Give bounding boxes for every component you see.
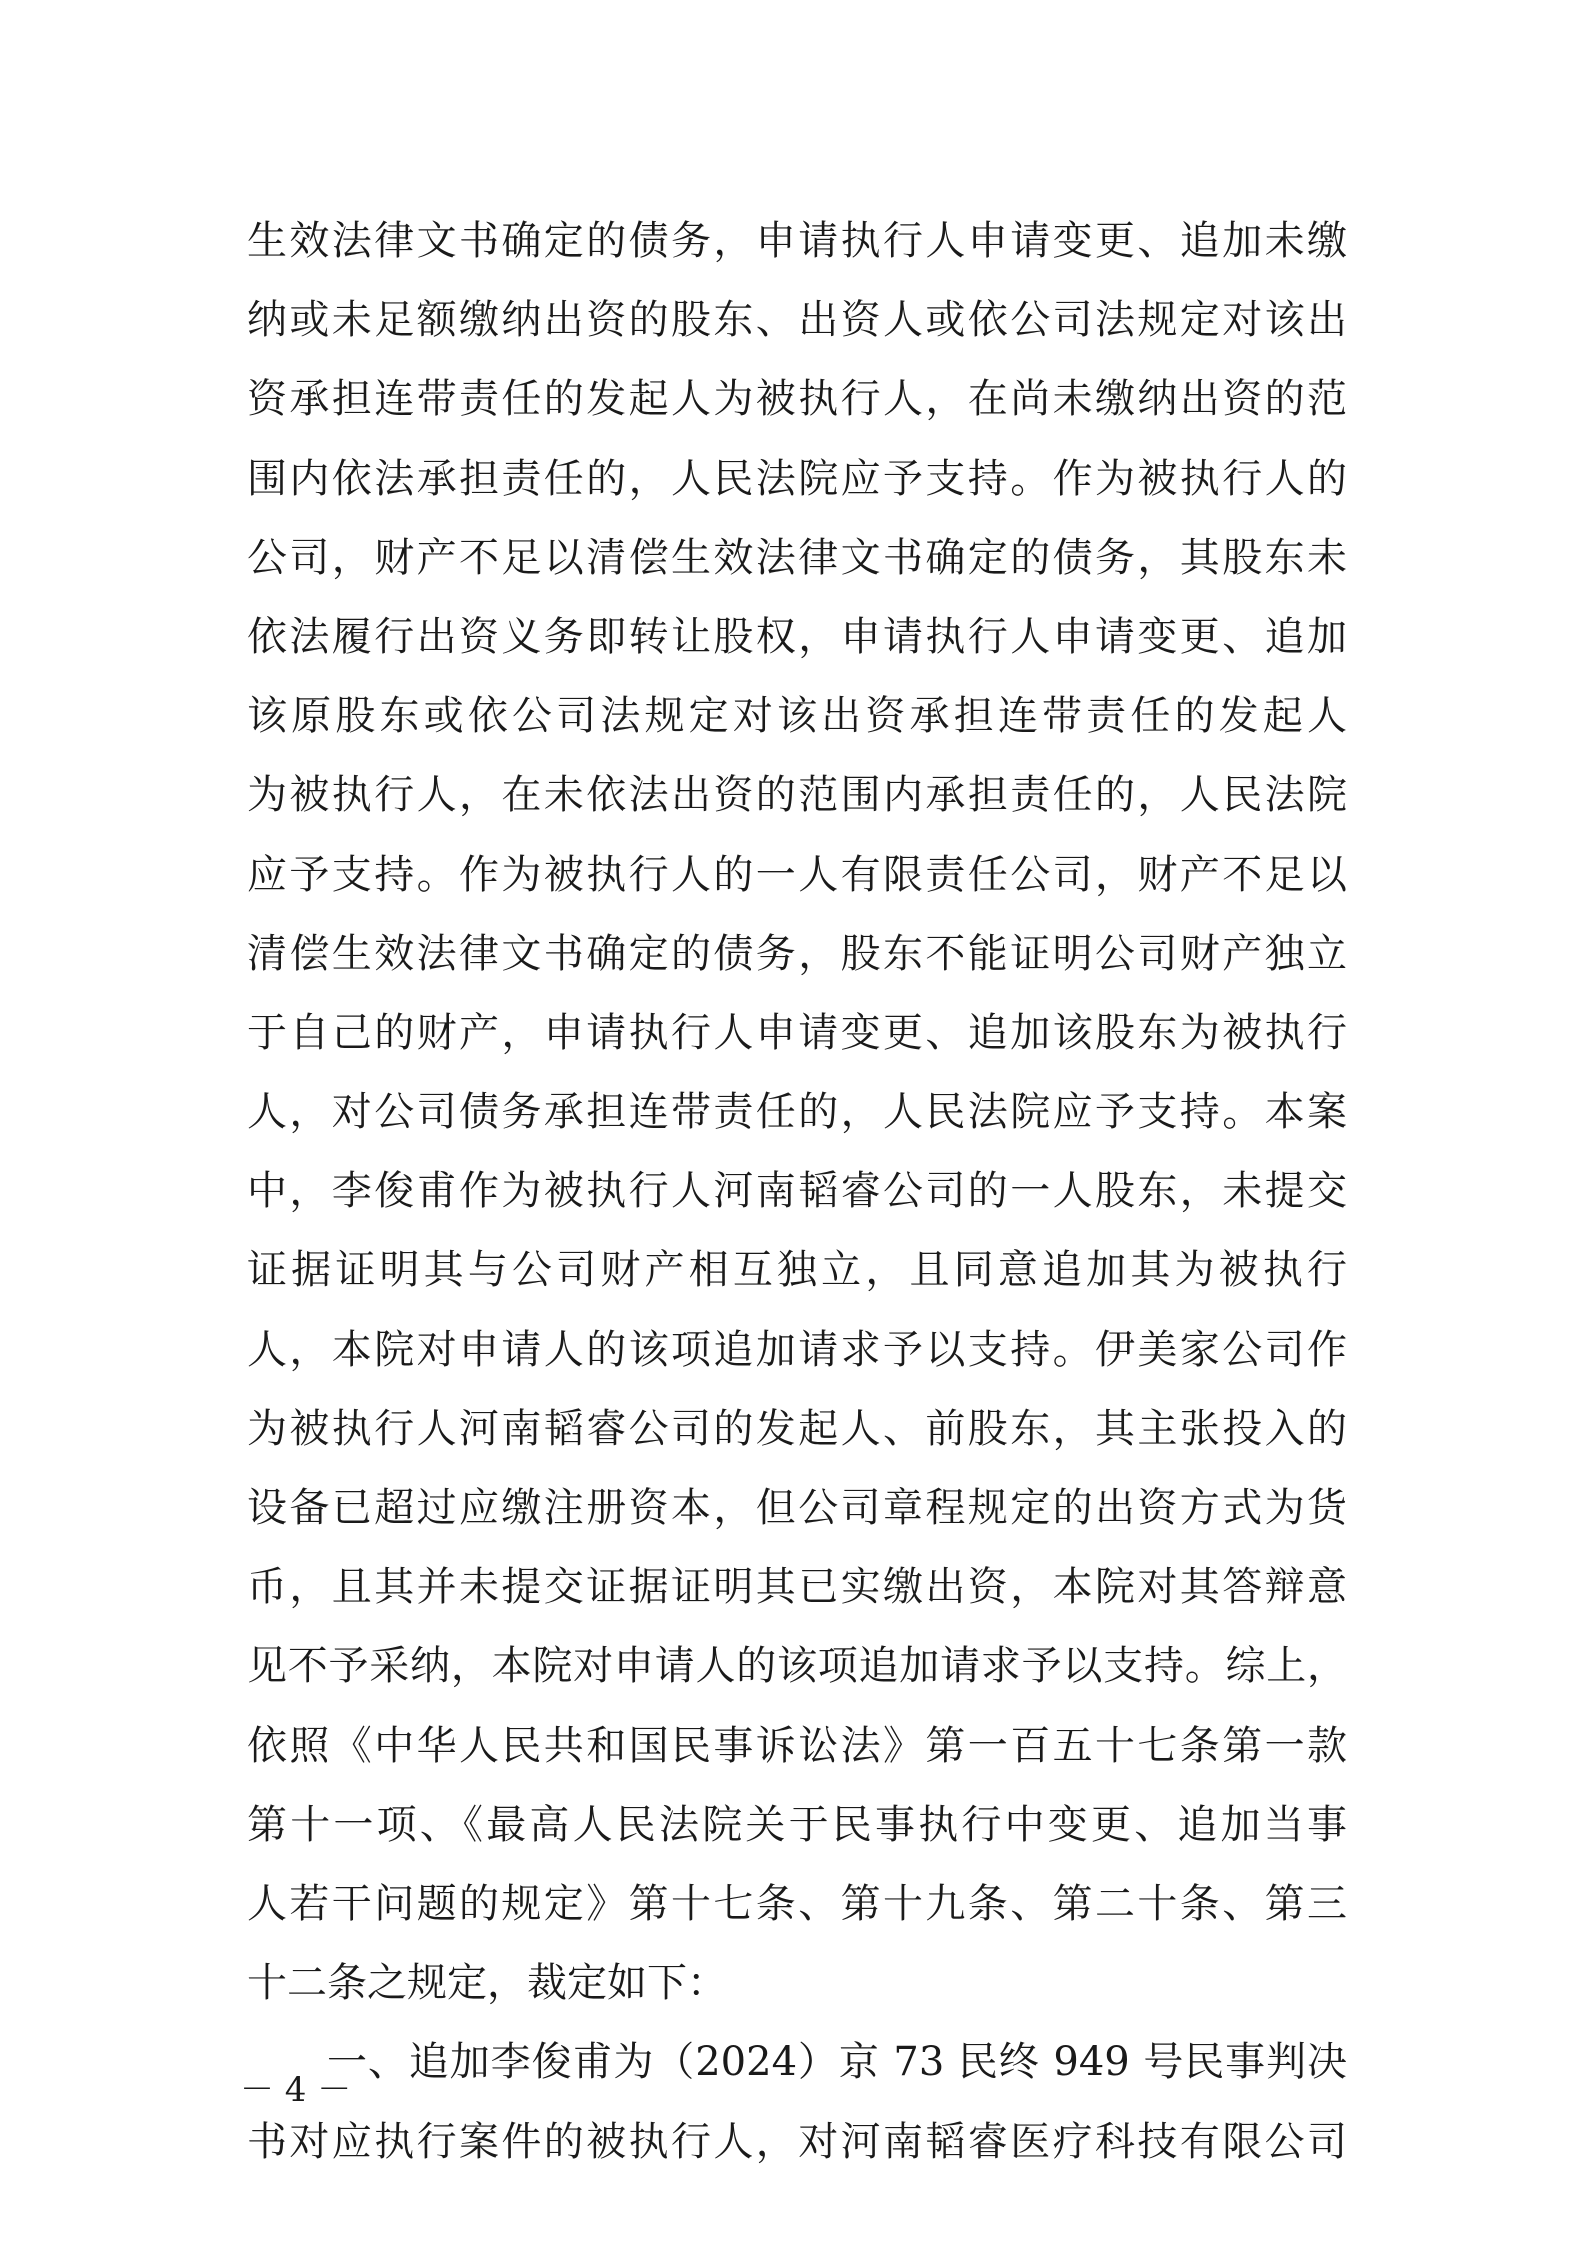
text-line: 公司，财产不足以清偿生效法律文书确定的债务，其股东未	[247, 534, 1347, 581]
text-line: 该原股东或依公司法规定对该出资承担连带责任的发起人	[247, 693, 1347, 740]
body-text	[247, 202, 1347, 2182]
text-line: 人，对公司债务承担连带责任的，人民法院应予支持。本案	[247, 1089, 1347, 1136]
page-number: － 4 －	[240, 2070, 352, 2110]
text-line: 十二条之规定，裁定如下：	[247, 1960, 727, 2007]
text-line: 设备已超过应缴注册资本，但公司章程规定的出资方式为货	[247, 1485, 1347, 1531]
text-line: 应予支持。作为被执行人的一人有限责任公司，财产不足以	[247, 851, 1347, 898]
text-line: 人若干问题的规定》第十七条、第十九条、第二十条、第三	[247, 1880, 1347, 1927]
text-line: 人，本院对申请人的该项追加请求予以支持。伊美家公司作	[247, 1326, 1347, 1373]
text-line: 为被执行人，在未依法出资的范围内承担责任的，人民法院	[247, 772, 1347, 819]
text-line: 于自己的财产，申请执行人申请变更、追加该股东为被执行	[247, 1009, 1347, 1056]
text-line: 围内依法承担责任的，人民法院应予支持。作为被执行人的	[247, 455, 1347, 502]
text-line: 书对应执行案件的被执行人，对河南韬睿医疗科技有限公司	[247, 2118, 1347, 2165]
text-line: 依照《中华人民共和国民事诉讼法》第一百五十七条第一款	[247, 1722, 1347, 1769]
text-line: 中，李俊甫作为被执行人河南韬睿公司的一人股东，未提交	[247, 1168, 1347, 1215]
text-line: 为被执行人河南韬睿公司的发起人、前股东，其主张投入的	[247, 1405, 1347, 1452]
text-line: 纳或未足额缴纳出资的股东、出资人或依公司法规定对该出	[247, 297, 1347, 344]
text-line: 一、追加李俊甫为（2024）京 73 民终 949 号民事判决	[327, 2039, 1347, 2086]
text-line: 生效法律文书确定的债务，申请执行人申请变更、追加未缴	[247, 218, 1347, 264]
text-line: 资承担连带责任的发起人为被执行人，在尚未缴纳出资的范	[247, 376, 1347, 423]
text-line: 清偿生效法律文书确定的债务，股东不能证明公司财产独立	[247, 930, 1347, 977]
text-line: 见不予采纳，本院对申请人的该项追加请求予以支持。综上，	[247, 1643, 1347, 1690]
text-line: 币，且其并未提交证据证明其已实缴出资，本院对其答辩意	[247, 1564, 1347, 1611]
text-line: 证据证明其与公司财产相互独立，且同意追加其为被执行	[247, 1247, 1347, 1294]
text-line: 依法履行出资义务即转让股权，申请执行人申请变更、追加	[247, 613, 1347, 660]
text-line: 第十一项、《最高人民法院关于民事执行中变更、追加当事	[247, 1801, 1347, 1848]
